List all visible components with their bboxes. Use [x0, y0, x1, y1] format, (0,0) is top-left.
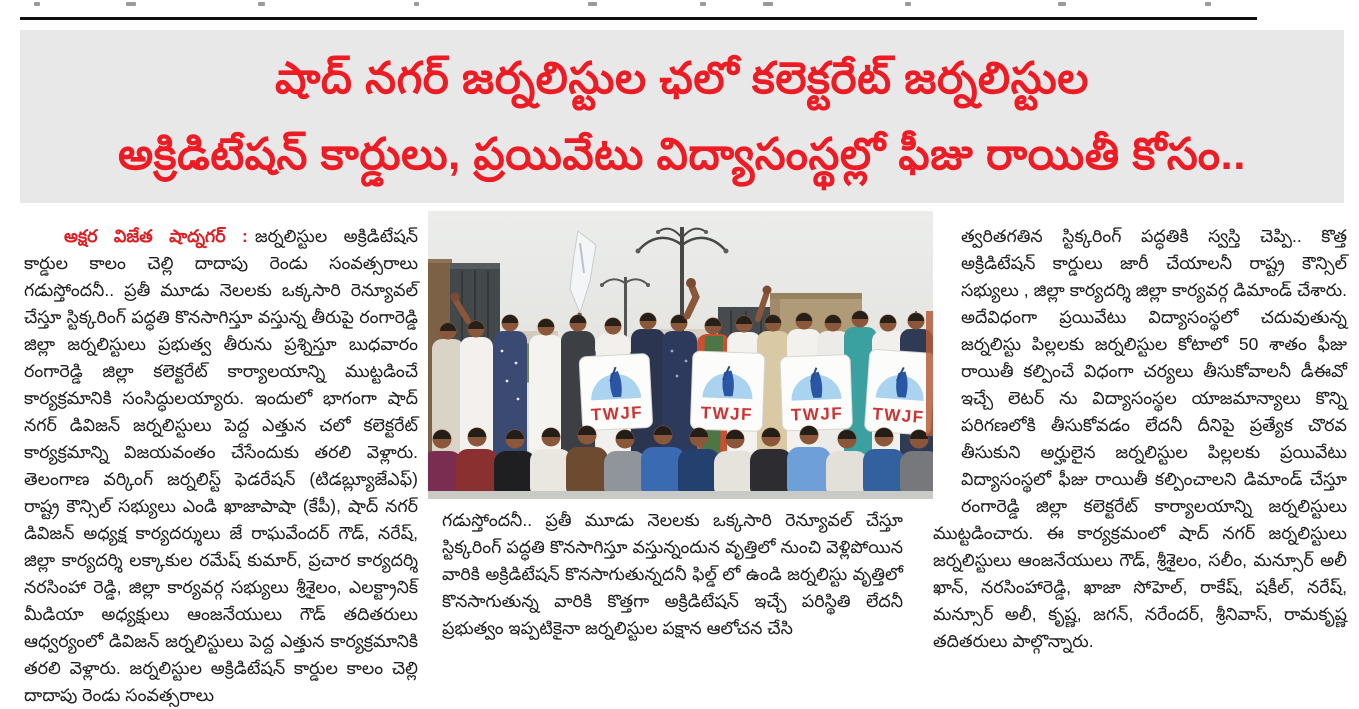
left-column-text: జర్నలిస్టుల అక్రిడిటేషన్ కార్డుల కాలం చెల్లి దాదాపు రెండు సంవత్సరాలు గడుస్తోందనీ.. ప్రతీ మూడు నెలలకు ఒక్కసారి రెన్యూవల్ చేస్తూ స్టిక్కరింగ్ పద్ధతి కొనసాగిస్తూ వస్తున్న తీరుపై రంగారెడ్డి జిల్లా జర్నలిస్టులు ప్రభుత్వ తీరును ప్రశ్నిస్తూ బుధవారం రంగారెడ్డి జిల్లా కలెక్టరేట్ కార్యాలయాన్ని ముట్టడించే కార్యక్రమానికి సంసిద్ధులయ్యారు. ఇందులో భాగంగా షాద్ నగర్ డివిజన్ జర్నలిస్టులు పెద్ద ఎత్తున చలో కలెక్టరేట్ కార్యక్రమాన్ని విజయవంతం చేసేందుకు తరలి వెళ్లారు. తెలంగాణ వర్కింగ్ జర్నలిస్ట్ ఫెడరేషన్ (టిడబ్ల్యూజేఎఫ్) రాష్ట్ర కౌన్సిల్ సభ్యులు ఎండి ఖాజాపాషా (కేపీ), షాద్ నగర్ డివిజన్ అధ్యక్ష కార్యదర్శులు జే రాఘవేందర్ గౌడ్, నరేష్, జిల్లా కార్యదర్శి లక్కాకుల రమేష్ కుమార్, ప్రచార కార్యదర్శి నరసింహా రెడ్డి, జిల్లా కార్యవర్గ సభ్యులు శ్రీశైలం, ఎలక్ట్రానిక్ మీడియా అధ్యక్షులు ఆంజనేయులు గౌడ్ తదితరులు ఆధ్వర్యంలో డివిజన్ జర్నలిస్టులు పెద్ద ఎత్తున కార్యక్రమానికి తరలి వెళ్లారు. జర్నలిస్టుల అక్రిడిటేషన్ కార్డుల కాలం చెల్లి దాదాపు రెండు సంవత్సరాలు	[24, 226, 419, 705]
article-body	[0, 203, 1359, 709]
cropped-text-remnant	[258, 2, 265, 6]
right-column-text: త్వరితగతిన స్టిక్కరింగ్ పద్ధతికి స్వస్తి చెప్పి.. కొత్త అక్రిడిటేషన్ కార్డులు జారీ చేయాలనీ రాష్ట్ర కౌన్సిల్ సభ్యులు , జిల్లా కార్యదర్శి జిల్లా కార్యవర్గ డిమాండ్ చేశారు. అదేవిధంగా ప్రయివేటు విద్యాసంస్థలో చదువుతున్న జర్నలిస్టు పిల్లలకు జర్నలిస్టుల కోటాలో 50 శాతం ఫీజు రాయితీ కల్పించే విధంగా చర్యలు తీసుకోవాలనీ డీఈవో ఇచ్చే లెటర్ ను విద్యాసంస్థల యాజమాన్యాలు కొన్ని పరిగణలోకి తీసుకోవడం లేదనీ దీనిపై ప్రత్యేక చొరవ తీసుకుని అర్హులైన జర్నలిస్టుల పిల్లలకు ప్రయివేటు విద్యాసంస్థలో ఫీజు రాయితీ కల్పించాలని డిమాండ్ చేస్తూ రంగారెడ్డి జిల్లా కలెక్టరేట్ కార్యాలయాన్ని జర్నలిస్టులు ముట్టడించారు. ఈ కార్యక్రమంలో షాద్ నగర్ జర్నలిస్టులు జర్నలిస్టులు ఆంజనేయులు గౌడ్, శ్రీశైలం, సలీం, మన్సూర్ అలీ ఖాన్, నరసింహారెడ్డి, ఖాజా సోహెల్, రాకేష్, షకీల్, నరేష్, మన్సూర్ అలీ, కృష్ణ, జగన్, నరేందర్, శ్రీనివాస్, రామకృష్ణ తదితరులు పాల్గొన్నారు.	[933, 226, 1347, 651]
cropped-text-remnant	[414, 2, 419, 6]
cropped-text-remnant	[126, 2, 136, 6]
middle-column	[428, 507, 933, 642]
banner-text: TWJF	[790, 403, 844, 425]
headline-line-1: షాద్ నగర్ జర్నలిస్టుల ఛలో కలెక్టరేట్ జర్నలిస్టుల	[275, 53, 1089, 103]
cropped-text-remnant	[700, 2, 706, 6]
twjf-banner	[780, 355, 853, 431]
masthead-rule	[20, 17, 1257, 20]
photo-column	[428, 209, 933, 642]
cropped-text-remnant	[905, 2, 911, 6]
ground	[428, 491, 933, 499]
cropped-text-remnant	[1058, 2, 1066, 6]
middle-column-text: గడుస్తోందనీ.. ప్రతీ మూడు నెలలకు ఒక్కసారి రెన్యూవల్ చేస్తూ స్టిక్కరింగ్ పద్ధతి కొనసాగిస్తూ వస్తున్నందున వృత్తిలో నుంచి వెళ్లిపోయిన వారికి అక్రిడిటేషన్ కొనసాగుతున్నదనీ ఫిల్డ్ లో ఉండి జర్నలిస్టు వృత్తిలో కొనసాగుతున్న వారికి కొత్తగా అక్రిడిటేషన్ ఇచ్చే పరిస్థితి లేదనీ ప్రభుత్వం ఇప్పటికైనా జర్నలిస్టుల పక్షాన ఆలోచన చేసి	[442, 510, 903, 638]
cropped-text-remnant	[34, 2, 40, 6]
banner-text: TWJF	[871, 404, 926, 427]
cropped-text-remnant	[763, 2, 773, 6]
cropped-text-remnant	[1205, 2, 1211, 6]
protest-photo	[428, 211, 933, 499]
left-column-paragraph	[24, 223, 418, 709]
banner-text: TWJF	[700, 403, 754, 425]
headline-line-2: అక్రిడిటేషన్ కార్డులు, ప్రయివేటు విద్యాసంస్థల్లో ఫీజు రాయితీ కోసం..	[117, 129, 1247, 179]
red-flag-sliver	[926, 311, 933, 436]
twjf-banner	[690, 351, 765, 431]
right-column	[933, 209, 1347, 655]
twjf-banner	[579, 353, 653, 431]
left-column	[24, 209, 428, 709]
photo-wrap-spacer	[933, 209, 961, 505]
twjf-banner	[864, 349, 933, 435]
cropped-text-remnant	[588, 2, 597, 6]
headline-box	[20, 30, 1344, 203]
dateline: అక్షర విజేత షాద్నగర్ :	[64, 226, 248, 246]
cropped-masthead-remnants	[0, 0, 1359, 20]
banner-text: TWJF	[590, 402, 644, 425]
